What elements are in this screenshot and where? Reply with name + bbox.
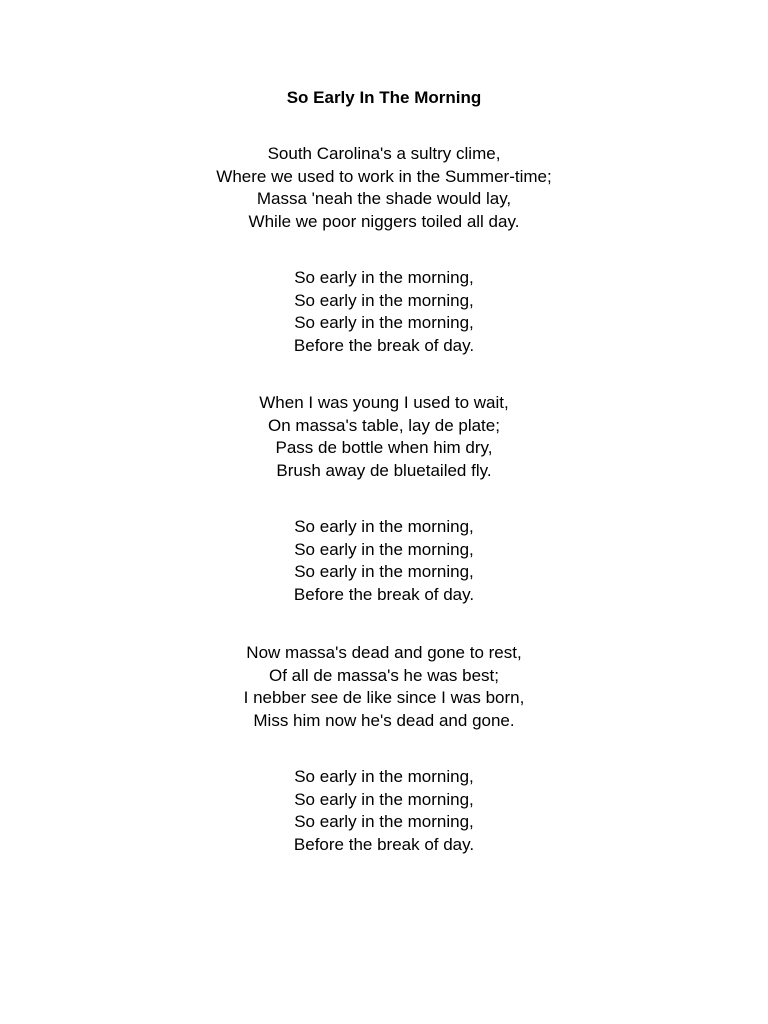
verse-line: Miss him now he's dead and gone. <box>253 711 515 731</box>
verse-line: Massa 'neah the shade would lay, <box>256 189 512 209</box>
verse-line: Pass de bottle when him dry, <box>275 438 493 458</box>
chorus-line: Before the break of day. <box>293 585 475 605</box>
verse-2 <box>0 392 768 483</box>
chorus-2 <box>0 516 768 607</box>
verse-line: South Carolina's a sultry clime, <box>267 144 501 163</box>
chorus-line: Before the break of day. <box>293 336 475 356</box>
chorus-line: Before the break of day. <box>293 835 475 855</box>
verse-line: Now massa's dead and gone to rest, <box>246 643 522 662</box>
chorus-line: So early in the morning, <box>294 812 474 832</box>
verse-line: Of all de massa's he was best; <box>268 665 499 685</box>
verse-line: Where we used to work in the Summer-time; <box>216 166 552 186</box>
chorus-line: So early in the morning, <box>294 789 474 809</box>
verse-line: Brush away de bluetailed fly. <box>276 461 492 481</box>
chorus-line: So early in the morning, <box>294 268 474 287</box>
chorus-line: So early in the morning, <box>294 313 474 333</box>
chorus-1 <box>0 267 768 358</box>
chorus-3 <box>0 766 768 857</box>
verse-line: I nebber see de like since I was born, <box>243 688 525 708</box>
verse-1 <box>0 143 768 234</box>
verse-line: While we poor niggers toiled all day. <box>248 212 520 232</box>
chorus-line: So early in the morning, <box>294 562 474 582</box>
page-title: So Early In The Morning <box>286 88 482 107</box>
chorus-line: So early in the morning, <box>294 767 474 786</box>
chorus-line: So early in the morning, <box>294 517 474 536</box>
verse-line: When I was young I used to wait, <box>259 393 509 412</box>
verse-line: On massa's table, lay de plate; <box>268 415 500 435</box>
chorus-line: So early in the morning, <box>294 539 474 559</box>
verse-3 <box>0 642 768 733</box>
chorus-line: So early in the morning, <box>294 290 474 310</box>
